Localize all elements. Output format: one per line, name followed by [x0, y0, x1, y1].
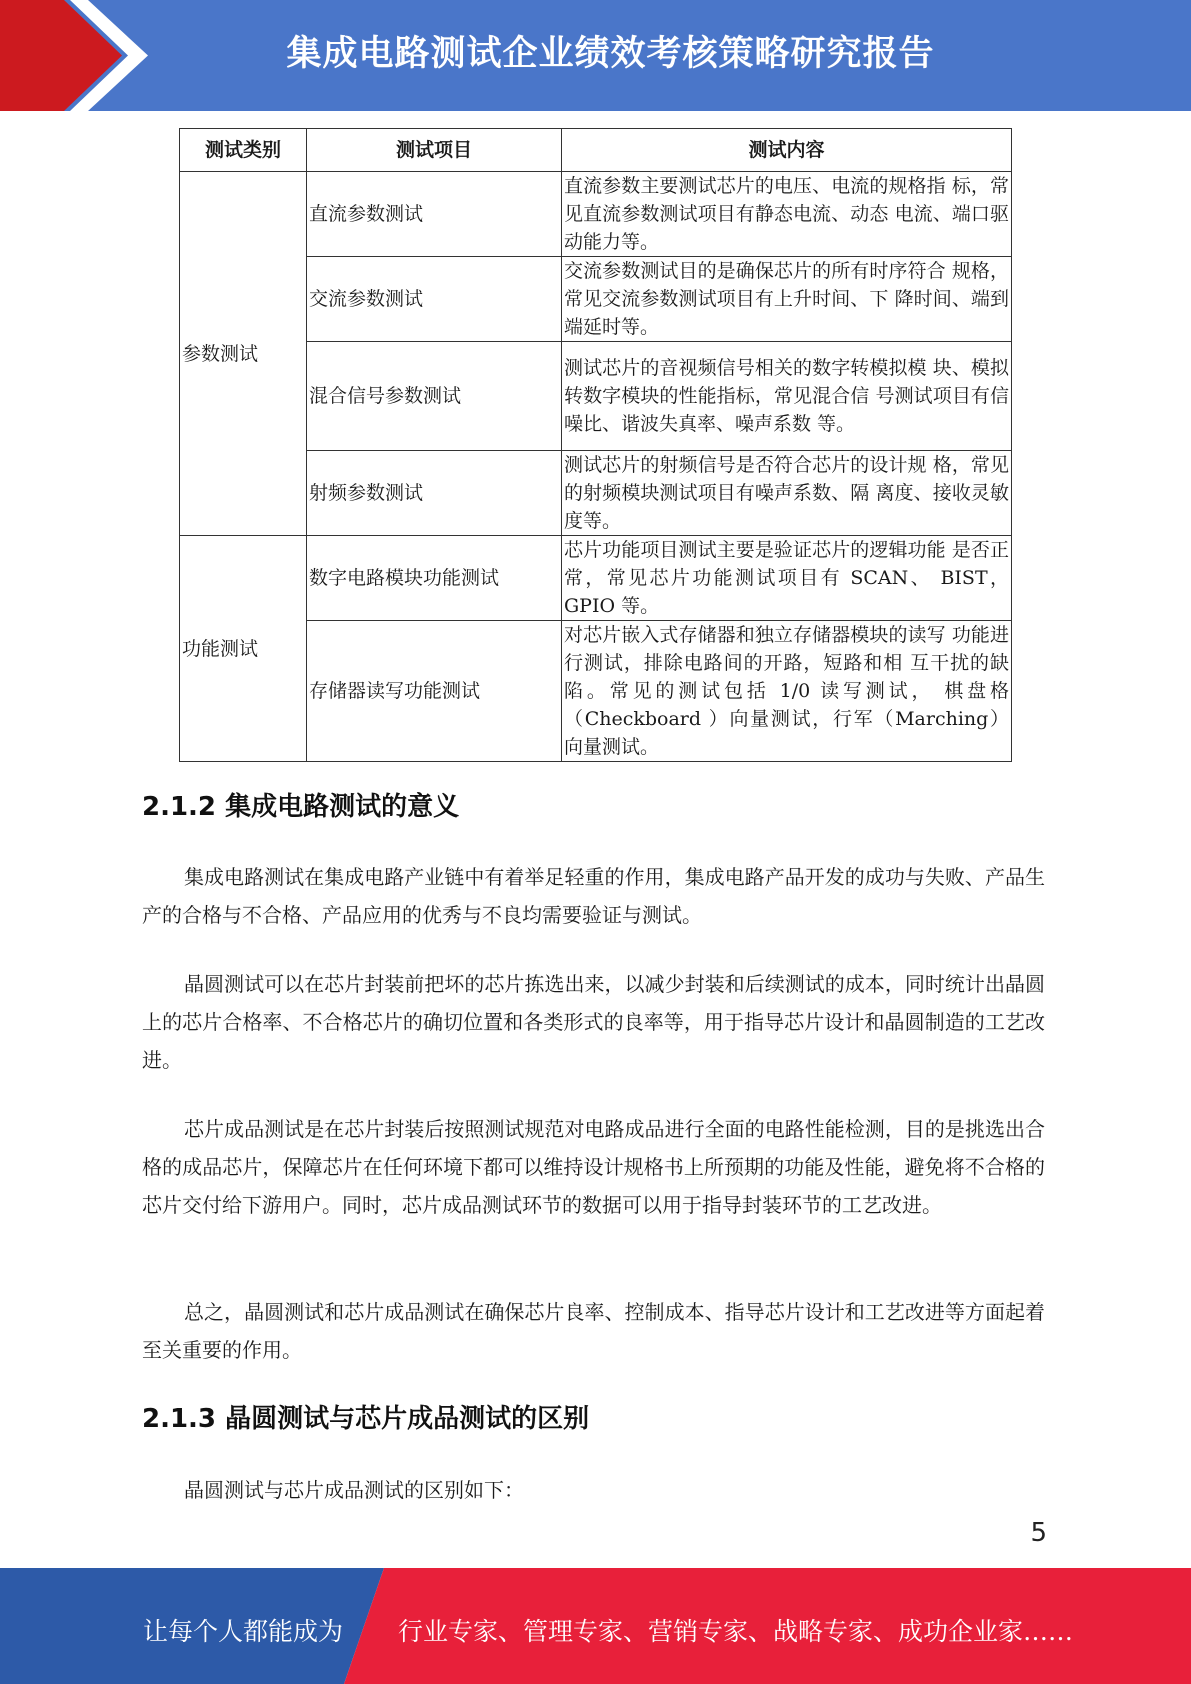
paragraph: 晶圆测试与芯片成品测试的区别如下： [184, 1478, 524, 1502]
report-title: 集成电路测试企业绩效考核策略研究报告 [286, 34, 935, 74]
section-heading-2-1-2: 2.1.2 集成电路测试的意义 [142, 792, 460, 822]
paragraph: 晶圆测试可以在芯片封装前把坏的芯片拣选出来，以减少封装和后续测试的成本，同时统计出晶圆上的芯片合格率、不合格芯片的确切位置和各类形式的良率等，用于指导芯片设计和晶圆制造的工艺改进。 [142, 972, 1045, 1072]
column-header-category: 测试类别 [180, 129, 307, 172]
item-cell: 存储器读写功能测试 [307, 621, 562, 762]
column-header-item: 测试项目 [307, 129, 562, 172]
paragraph: 芯片成品测试是在芯片封装后按照测试规范对电路成品进行全面的电路性能检测，目的是挑选出合格的成品芯片，保障芯片在任何环境下都可以维持设计规格书上所预期的功能及性能，避免将不合格的芯片交付给下游用户。同时，芯片成品测试环节的数据可以用于指导封装环节的工艺改进。 [142, 1117, 1045, 1217]
content-cell: 对芯片嵌入式存储器和独立存储器模块的读写 功能进行测试，排除电路间的开路，短路和相 互干扰的缺陷。常见的测试包括 1/0 读写测试， 棋盘格（Checkboard ）向量测试，行军（Marching） 向量测试。 [562, 621, 1012, 762]
content-cell: 测试芯片的射频信号是否符合芯片的设计规 格，常见的射频模块测试项目有噪声系数、隔 离度、接收灵敏度等。 [562, 451, 1012, 536]
paragraph: 总之，晶圆测试和芯片成品测试在确保芯片良率、控制成本、指导芯片设计和工艺改进等方面起着至关重要的作用。 [142, 1300, 1045, 1362]
page-header [0, 0, 1191, 111]
footer-slogan-right: 行业专家、管理专家、营销专家、战略专家、成功企业家…… [398, 1617, 1074, 1646]
category-cell: 参数测试 [180, 172, 307, 536]
table-row [180, 536, 1012, 621]
table-header-row [180, 129, 1012, 172]
category-cell: 功能测试 [180, 536, 307, 762]
column-header-content: 测试内容 [562, 129, 1012, 172]
content-cell: 直流参数主要测试芯片的电压、电流的规格指 标，常见直流参数测试项目有静态电流、动态 电流、端口驱动能力等。 [562, 172, 1012, 257]
item-cell: 射频参数测试 [307, 451, 562, 536]
item-cell: 数字电路模块功能测试 [307, 536, 562, 621]
content-cell: 交流参数测试目的是确保芯片的所有时序符合 规格，常见交流参数测试项目有上升时间、下 降时间、端到端延时等。 [562, 257, 1012, 342]
table-row [180, 172, 1012, 257]
content-cell: 测试芯片的音视频信号相关的数字转模拟模 块、模拟转数字模块的性能指标，常见混合信 号测试项目有信噪比、谐波失真率、噪声系数 等。 [562, 342, 1012, 451]
item-cell: 混合信号参数测试 [307, 342, 562, 451]
test-items-table [179, 128, 1012, 762]
item-cell: 直流参数测试 [307, 172, 562, 257]
item-cell: 交流参数测试 [307, 257, 562, 342]
footer-slogan-left: 让每个人都能成为 [143, 1617, 344, 1646]
content-cell: 芯片功能项目测试主要是验证芯片的逻辑功能 是否正常，常见芯片功能测试项目有 SCAN、 BIST，GPIO 等。 [562, 536, 1012, 621]
page-number: 5 [1030, 1518, 1047, 1548]
paragraph: 集成电路测试在集成电路产业链中有着举足轻重的作用，集成电路产品开发的成功与失败、产品生产的合格与不合格、产品应用的优秀与不良均需要验证与测试。 [142, 865, 1045, 927]
section-heading-2-1-3: 2.1.3 晶圆测试与芯片成品测试的区别 [142, 1404, 590, 1434]
